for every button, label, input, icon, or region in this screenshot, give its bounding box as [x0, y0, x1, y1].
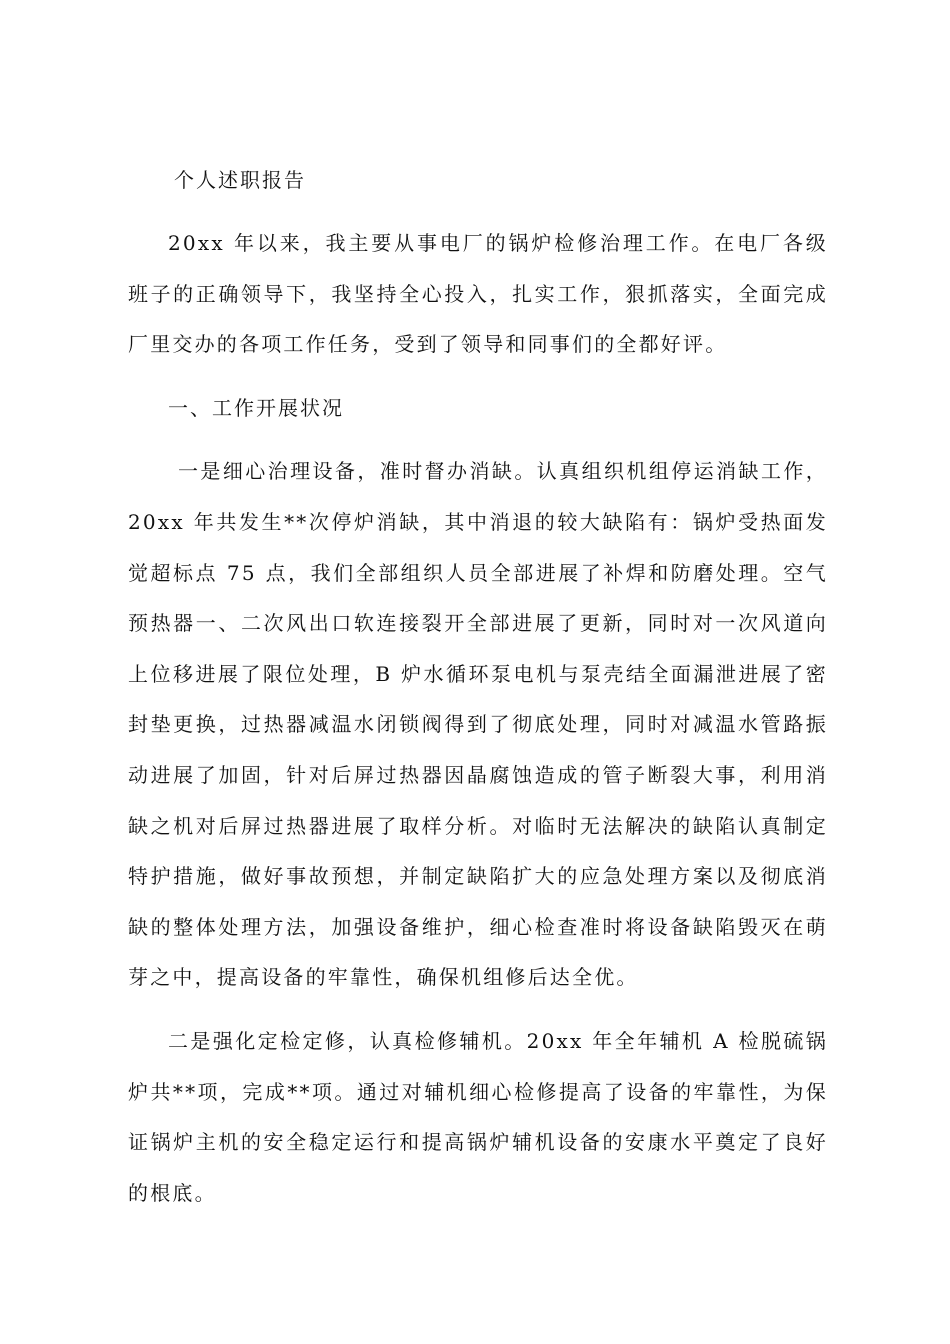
document-body — [128, 161, 828, 1231]
intro-paragraph: 20xx 年以来，我主要从事电厂的锅炉检修治理工作。在电厂各级班子的正确领导下，我坚持全心投入，扎实工作，狠抓落实，全面完成厂里交办的各项工作任务，受到了领导和同事们的全都好评。 — [128, 231, 828, 357]
work-item-two-paragraph: 二是强化定检定修，认真检修辅机。20xx 年全年辅机 A 检脱硫锅炉共**项，完成**项。通过对辅机细心检修提高了设备的牢靠性，为保证锅炉主机的安全稳定运行和提高锅炉辅机设备的安康水平奠定了良好的根底。 — [128, 1028, 828, 1205]
section-heading: 一、工作开展状况 — [168, 395, 344, 420]
work-item-one-paragraph: 一是细心治理设备，准时督办消缺。认真组织机组停运消缺工作，20xx 年共发生**次停炉消缺，其中消退的较大缺陷有：锅炉受热面发觉超标点 75 点，我们全部组织人员全部进展了补焊和防磨处理。空气预热器一、二次风出口软连接裂开全部进展了更新，同时对一次风道向上位移进展了限位处理，B 炉水循环泵电机与泵壳结全面漏泄进展了密封垫更换，过热器减温水闭锁阀得到了彻底处理，同时对减温水管路振动进展了加固，针对后屏过热器因晶腐蚀造成的管子断裂大事，利用消缺之机对后屏过热器进展了取样分析。对临时无法解决的缺陷认真制定特护措施，做好事故预想，并制定缺陷扩大的应急处理方案以及彻底消缺的整体处理方法，加强设备维护，细心检查准时将设备缺陷毁灭在萌芽之中，提高设备的牢靠性，确保机组修后达全优。 — [128, 459, 828, 990]
document-title: 个人述职报告 — [174, 168, 306, 192]
